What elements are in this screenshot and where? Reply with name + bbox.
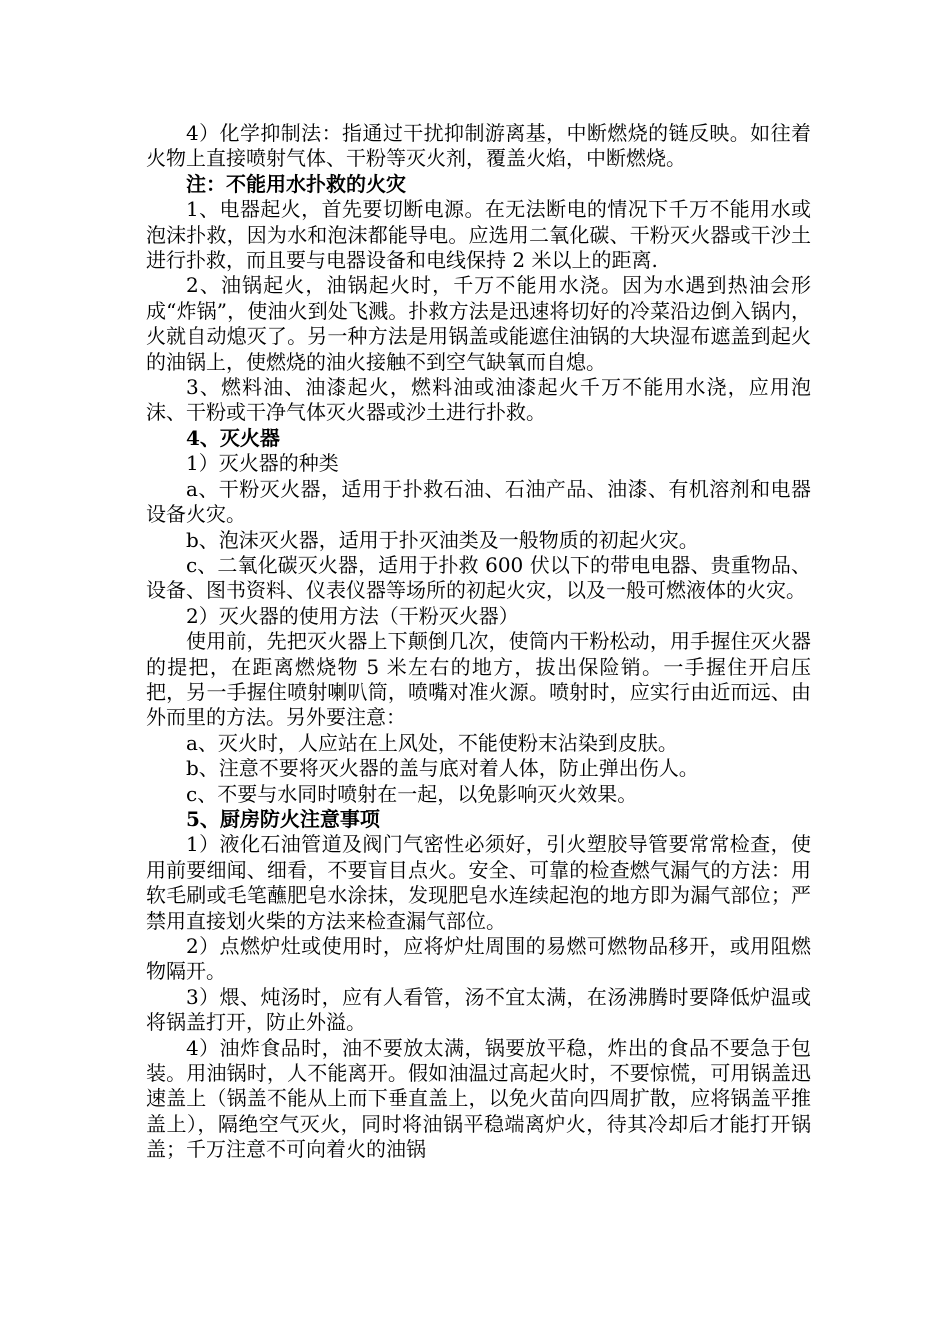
- subheading-extinguisher-types: 1）灭火器的种类: [186, 451, 339, 476]
- paragraph-usage-steps: 使用前，先把灭火器上下颠倒几次，使筒内干粉松动，用手握住灭火器的提把，在距离燃烧物 5 米左右的地方，拔出保险销。一手握住开启压把，另一手握住喷射喇叭筒，喷嘴对准火源。喷射时，应实行由近而远、由外而里的方法。另外要注意：: [146, 629, 811, 730]
- paragraph-kitchen-1: 1）液化石油管道及阀门气密性必须好，引火塑胶导管要常常检查，使用前要细闻、细看，不要盲目点火。安全、可靠的检查燃气漏气的方法：用软毛刷或毛笔蘸肥皂水涂抹，发现肥皂水连续起泡的地方即为漏气部位；严禁用直接划火柴的方法来检查漏气部位。: [146, 832, 811, 933]
- heading-no-water-fires: 注：不能用水扑救的火灾: [186, 171, 406, 196]
- heading-kitchen-fire-safety: 5、厨房防火注意事项: [186, 806, 380, 831]
- paragraph-kitchen-3: 3）煨、炖汤时，应有人看管，汤不宜太满，在汤沸腾时要降低炉温或将锅盖打开，防止外溢。: [146, 984, 811, 1035]
- paragraph-fuel-paint-fire: 3、燃料油、油漆起火，燃料油或油漆起火千万不能用水浇，应用泡沫、干粉或干净气体灭火器或沙土进行扑救。: [146, 375, 811, 425]
- document-body: [146, 121, 811, 1163]
- paragraph-note-a: a、灭火时，人应站在上风处，不能使粉末沾染到皮肤。: [186, 730, 678, 755]
- paragraph-dry-powder: a、干粉灭火器，适用于扑救石油、石油产品、油漆、有机溶剂和电器设备火灾。: [146, 476, 811, 527]
- paragraph-co2: c、二氧化碳灭火器，适用于扑救 600 伏以下的带电电器、贵重物品、设备、图书资料、仪表仪器等场所的初起火灾，以及一般可燃液体的火灾。: [146, 552, 811, 603]
- paragraph-chemical-suppression: 4）化学抑制法：指通过干扰抑制游离基，中断燃烧的链反映。如往着火物上直接喷射气体、干粉等灭火剂，覆盖火焰，中断燃烧。: [146, 121, 811, 171]
- paragraph-kitchen-4: 4）油炸食品时，油不要放太满，锅要放平稳，炸出的食品不要急于包装。用油锅时，人不能离开。假如油温过高起火时，不要惊慌，可用锅盖迅速盖上（锅盖不能从上而下垂直盖上，以免火苗向四周扩散，应将锅盖平推盖上），隔绝空气灭火，同时将油锅平稳端离炉火，待其冷却后才能打开锅盖；千万注意不可向着火的油锅: [146, 1035, 811, 1162]
- paragraph-electrical-fire: 1、电器起火，首先要切断电源。在无法断电的情况下千万不能用水或泡沫扑救，因为水和泡沫都能导电。应选用二氧化碳、干粉灭火器或干沙土进行扑救，而且要与电器设备和电线保持 2 米以上的距离.: [146, 197, 811, 273]
- paragraph-foam: b、泡沫灭火器，适用于扑灭油类及一般物质的初起火灾。: [186, 527, 699, 552]
- heading-extinguishers: 4、灭火器: [186, 425, 280, 450]
- subheading-extinguisher-usage: 2）灭火器的使用方法（干粉灭火器）: [186, 603, 519, 628]
- paragraph-note-c: c、不要与水同时喷射在一起，以免影响灭火效果。: [186, 781, 638, 806]
- paragraph-kitchen-2: 2）点燃炉灶或使用时，应将炉灶周围的易燃可燃物品移开，或用阻燃物隔开。: [146, 934, 811, 984]
- paragraph-note-b: b、注意不要将灭火器的盖与底对着人体，防止弹出伤人。: [186, 756, 699, 781]
- paragraph-oil-pan-fire: 2、油锅起火，油锅起火时，千万不能用水浇。因为水遇到热油会形成“炸锅”，使油火到处飞溅。扑救方法是迅速将切好的冷菜沿边倒入锅内，火就自动熄灭了。另一种方法是用锅盖或能遮住油锅的大块湿布遮盖到起火的油锅上，使燃烧的油火接触不到空气缺氧而自熄。: [146, 273, 811, 374]
